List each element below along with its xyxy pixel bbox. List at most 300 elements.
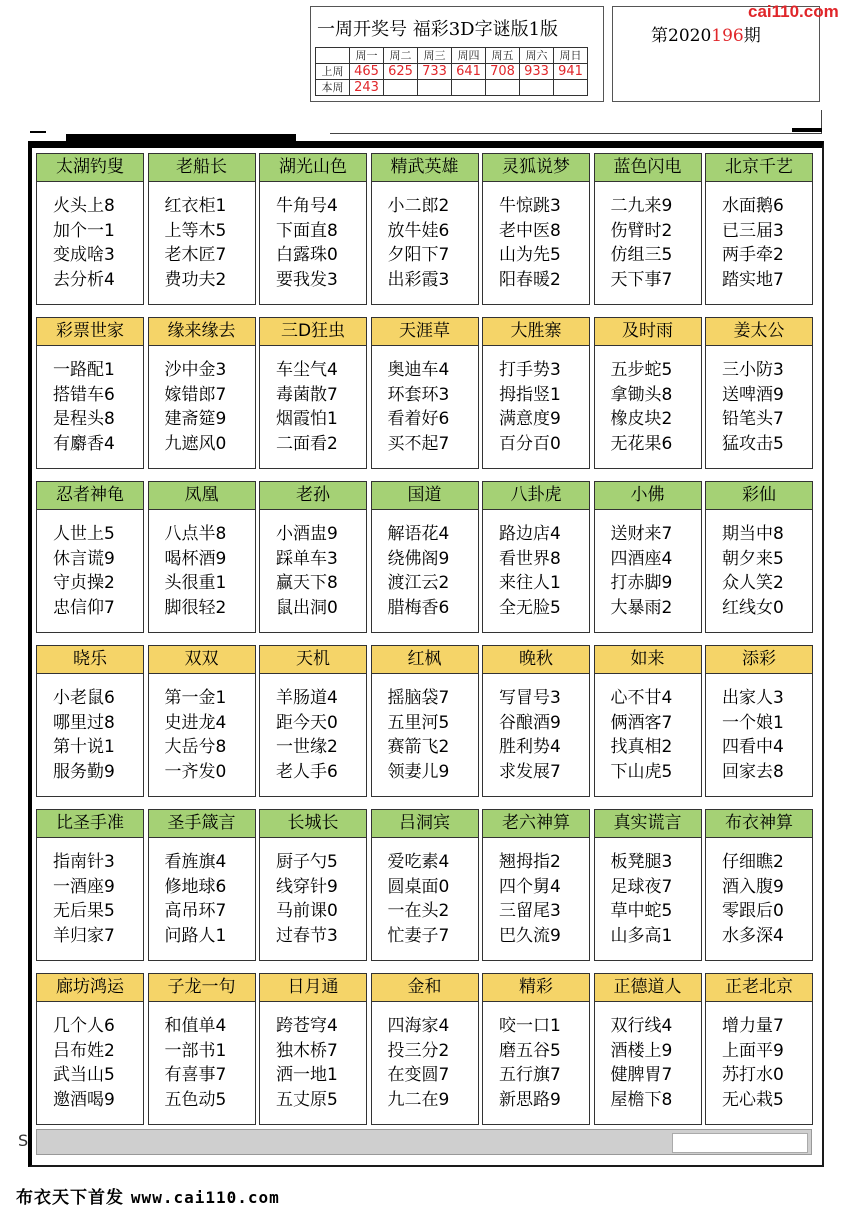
riddle-line: 领妻儿9 (387, 761, 450, 782)
riddle-line: 送啤酒9 (722, 384, 784, 405)
riddle-body (594, 344, 702, 469)
riddle-card (594, 153, 702, 305)
riddle-card (148, 317, 256, 469)
riddle-author: 日月通 (259, 973, 367, 1002)
draw-results-panel (310, 6, 604, 102)
riddle-line: 距今天0 (276, 712, 338, 733)
riddle-card (594, 317, 702, 469)
footer-text: 布衣天下首发 (16, 1188, 124, 1208)
riddle-line: 双行线4 (610, 1016, 673, 1036)
riddle-line: 看世界8 (499, 548, 561, 569)
riddle-card (148, 809, 256, 961)
day-header: 周五 (486, 48, 520, 64)
riddle-line: 下山虎5 (610, 761, 673, 782)
riddle-card (705, 317, 813, 469)
riddle-line: 和值单4 (164, 1016, 227, 1036)
riddle-line: 橡皮块2 (610, 409, 673, 429)
divider (792, 128, 822, 132)
last-week-number: 625 (384, 64, 418, 80)
riddle-line: 百分百0 (499, 433, 561, 454)
last-week-number: 733 (418, 64, 452, 80)
riddle-body (36, 344, 144, 469)
riddle-author: 凤凰 (148, 481, 256, 510)
riddle-line: 铅笔头7 (722, 409, 784, 429)
riddle-line: 求发展7 (499, 761, 561, 782)
riddle-line: 九二在9 (387, 1089, 450, 1110)
riddle-author: 长城长 (259, 809, 367, 838)
riddle-line: 九遮风0 (164, 433, 227, 454)
riddle-body (594, 180, 702, 305)
riddle-line: 羊肠道4 (276, 688, 338, 708)
riddle-line: 山为先5 (499, 245, 561, 265)
riddle-line: 建斋筵9 (164, 409, 227, 429)
riddle-line: 巴久流9 (499, 925, 561, 946)
riddle-line: 要我发3 (276, 269, 338, 290)
riddle-line: 全无脸5 (499, 597, 561, 618)
riddle-body (705, 672, 813, 797)
riddle-card (148, 973, 256, 1125)
riddle-line: 零跟后0 (722, 901, 784, 921)
riddle-card (36, 973, 144, 1125)
riddle-line: 一个娘1 (722, 712, 784, 733)
riddle-line: 忠信仰7 (53, 597, 115, 618)
riddle-line: 费功夫2 (164, 269, 227, 290)
riddle-line: 沙中金3 (164, 360, 227, 380)
riddle-line: 车尘气4 (276, 360, 338, 380)
riddle-body (371, 1000, 479, 1125)
riddle-line: 二面看2 (276, 433, 338, 454)
riddle-card (594, 809, 702, 961)
riddle-card (594, 973, 702, 1125)
last-week-number: 641 (452, 64, 486, 80)
riddle-author: 廊坊鸿运 (36, 973, 144, 1002)
riddle-line: 一酒座9 (53, 876, 115, 897)
this-week-number (384, 80, 418, 96)
riddle-line: 拇指竖1 (499, 384, 561, 405)
riddle-line: 红线女0 (722, 597, 784, 618)
riddle-line: 五步蛇5 (610, 360, 673, 380)
riddle-line: 渡江云2 (387, 573, 450, 593)
riddle-body (705, 180, 813, 305)
riddle-author: 灵狐说梦 (482, 153, 590, 182)
riddle-line: 四看中4 (722, 737, 784, 757)
riddle-line: 高吊环7 (164, 901, 227, 921)
last-week-number: 708 (486, 64, 520, 80)
riddle-body (371, 836, 479, 961)
last-week-number: 933 (520, 64, 554, 80)
riddle-body (482, 836, 590, 961)
day-header: 周一 (350, 48, 384, 64)
riddle-line: 猛攻击5 (722, 433, 784, 454)
footer (16, 1183, 280, 1208)
riddle-body (371, 672, 479, 797)
riddle-author: 精彩 (482, 973, 590, 1002)
riddle-body (371, 180, 479, 305)
riddle-body (148, 836, 256, 961)
riddle-body (259, 508, 367, 633)
riddle-line: 板凳腿3 (610, 852, 673, 872)
riddle-card (36, 317, 144, 469)
riddle-line: 奥迪车4 (387, 360, 450, 380)
riddle-author: 彩票世家 (36, 317, 144, 346)
riddle-line: 大岳兮8 (164, 737, 227, 757)
day-header: 周日 (554, 48, 588, 64)
riddle-line: 是程头8 (53, 409, 115, 429)
riddle-line: 天下事7 (610, 269, 673, 290)
riddle-line: 投三分2 (387, 1040, 450, 1061)
riddle-line: 俩酒客7 (610, 712, 673, 733)
riddle-line: 牛惊跳3 (499, 196, 561, 216)
riddle-body (594, 836, 702, 961)
this-week-number (486, 80, 520, 96)
riddle-body (36, 1000, 144, 1125)
last-week-number: 465 (350, 64, 384, 80)
riddle-line: 小二郎2 (387, 196, 450, 216)
riddle-body (259, 344, 367, 469)
riddle-card (371, 153, 479, 305)
riddle-author: 三D狂虫 (259, 317, 367, 346)
riddle-body (36, 672, 144, 797)
riddle-line: 打手势3 (499, 360, 561, 380)
last-week-number: 941 (554, 64, 588, 80)
issue-number (651, 21, 761, 46)
riddle-card (371, 317, 479, 469)
riddle-line: 三小防3 (722, 360, 784, 380)
riddle-line: 咬一口1 (499, 1016, 561, 1036)
riddle-line: 去分析4 (53, 269, 115, 290)
riddle-line: 一部书1 (164, 1040, 227, 1061)
riddle-line: 在变圆7 (387, 1065, 450, 1085)
riddle-line: 搭错车6 (53, 384, 115, 405)
page-title: 一周开奖号 福彩3D字谜版1版 (317, 19, 559, 40)
riddle-line: 两手牵2 (722, 245, 784, 265)
riddle-line: 吕布姓2 (53, 1040, 115, 1061)
riddle-line: 水多深4 (722, 925, 784, 946)
riddle-line: 胜利势4 (499, 737, 561, 757)
day-header: 周六 (520, 48, 554, 64)
riddle-line: 无后果5 (53, 901, 115, 921)
riddle-line: 路边店4 (499, 524, 561, 544)
riddle-card (148, 481, 256, 633)
riddle-line: 水面鹅6 (722, 196, 784, 216)
issue-suffix: 期 (743, 26, 761, 46)
riddle-card (148, 645, 256, 797)
riddle-body (482, 1000, 590, 1125)
riddle-line: 武当山5 (53, 1065, 115, 1085)
riddle-line: 一路配1 (53, 360, 115, 380)
riddle-author: 添彩 (705, 645, 813, 674)
riddle-line: 苏打水0 (722, 1065, 784, 1085)
riddle-line: 五行旗7 (499, 1065, 561, 1085)
this-week-number (418, 80, 452, 96)
divider (66, 134, 296, 141)
riddle-author: 国道 (371, 481, 479, 510)
riddle-card (594, 481, 702, 633)
riddle-line: 火头上8 (53, 196, 115, 216)
riddle-line: 五色动5 (164, 1089, 227, 1110)
riddle-body (482, 508, 590, 633)
riddle-line: 无花果6 (610, 433, 673, 454)
riddle-line: 小酒盅9 (276, 524, 338, 544)
riddle-line: 心不甘4 (610, 688, 673, 708)
this-week-label: 本周 (316, 80, 350, 96)
riddle-line: 赛箭飞2 (387, 737, 450, 757)
riddle-line: 烟霞怕1 (276, 409, 338, 429)
riddle-body (148, 344, 256, 469)
riddle-line: 一在头2 (387, 901, 450, 921)
riddle-line: 踏实地7 (722, 269, 784, 290)
riddle-line: 绕佛阁9 (387, 548, 450, 569)
riddle-author: 比圣手准 (36, 809, 144, 838)
riddle-line: 红衣柜1 (164, 196, 227, 216)
riddle-line: 休言谎9 (53, 548, 115, 569)
bottom-field (672, 1133, 808, 1153)
divider (30, 131, 46, 133)
day-header: 周二 (384, 48, 418, 64)
riddle-body (705, 508, 813, 633)
riddle-line: 草中蛇5 (610, 901, 673, 921)
riddle-body (482, 344, 590, 469)
riddle-card (482, 481, 590, 633)
riddle-body (594, 508, 702, 633)
site-logo[interactable]: cai110.com (748, 2, 839, 21)
riddle-line: 增力量7 (722, 1016, 784, 1036)
riddle-line: 圆桌面0 (387, 876, 450, 897)
riddle-card (36, 153, 144, 305)
riddle-line: 买不起7 (387, 433, 450, 454)
riddle-line: 厨子勺5 (276, 852, 338, 872)
riddle-author: 小佛 (594, 481, 702, 510)
riddle-body (705, 836, 813, 961)
riddle-line: 指南针3 (53, 852, 115, 872)
riddle-body (148, 672, 256, 797)
riddle-line: 上面平9 (722, 1040, 784, 1061)
riddle-line: 上等木5 (164, 220, 227, 241)
riddle-body (371, 508, 479, 633)
riddle-body (705, 344, 813, 469)
riddle-card (482, 317, 590, 469)
riddle-line: 过春节3 (276, 925, 338, 946)
riddle-line: 伤臂时2 (610, 220, 673, 241)
riddle-line: 回家去8 (722, 761, 784, 782)
riddle-line: 三留尾3 (499, 901, 561, 921)
riddle-body (705, 1000, 813, 1125)
riddle-author: 湖光山色 (259, 153, 367, 182)
riddle-line: 修地球6 (164, 876, 227, 897)
riddle-line: 出彩霞3 (387, 269, 450, 290)
day-header: 周四 (452, 48, 486, 64)
riddle-line: 送财来7 (610, 524, 673, 544)
riddle-line: 摇脑袋7 (387, 688, 450, 708)
riddle-line: 跨苍穹4 (276, 1016, 338, 1036)
riddle-body (259, 180, 367, 305)
riddle-line: 嫁错郎7 (164, 384, 227, 405)
riddle-line: 老中医8 (499, 220, 561, 241)
riddle-author: 真实谎言 (594, 809, 702, 838)
riddle-line: 足球夜7 (610, 876, 673, 897)
riddle-line: 四海家4 (387, 1016, 450, 1036)
riddle-line: 独木桥7 (276, 1040, 338, 1061)
riddle-card (482, 645, 590, 797)
riddle-author: 天涯草 (371, 317, 479, 346)
riddle-card (259, 481, 367, 633)
riddle-card (259, 317, 367, 469)
riddle-line: 山多高1 (610, 925, 673, 946)
riddle-author: 蓝色闪电 (594, 153, 702, 182)
issue-prefix: 第2020 (651, 26, 712, 46)
riddle-line: 邀酒喝9 (53, 1089, 115, 1110)
riddle-line: 踩单车3 (276, 548, 338, 569)
riddle-line: 谷酿酒9 (499, 712, 561, 733)
riddle-line: 洒一地1 (276, 1065, 338, 1085)
riddle-card (36, 481, 144, 633)
riddle-author: 正老北京 (705, 973, 813, 1002)
riddle-card (371, 481, 479, 633)
riddle-line: 有麝香4 (53, 433, 115, 454)
riddle-line: 加个一1 (53, 220, 115, 241)
riddle-body (371, 344, 479, 469)
riddle-card (148, 153, 256, 305)
riddle-line: 二九来9 (610, 196, 673, 216)
riddle-line: 喝杯酒9 (164, 548, 227, 569)
riddle-line: 仿组三5 (610, 245, 673, 265)
riddle-body (148, 180, 256, 305)
riddle-line: 健脾胃7 (610, 1065, 673, 1085)
riddle-line: 老木匠7 (164, 245, 227, 265)
riddle-card (705, 481, 813, 633)
riddle-line: 满意度9 (499, 409, 561, 429)
riddle-line: 放牛娃6 (387, 220, 450, 241)
issue-number-value: 196 (711, 26, 744, 46)
last-week-label: 上周 (316, 64, 350, 80)
riddle-line: 众人笑2 (722, 573, 784, 593)
riddle-line: 一世缘2 (276, 737, 338, 757)
riddle-body (36, 836, 144, 961)
riddle-line: 新思路9 (499, 1089, 561, 1110)
riddle-card (705, 645, 813, 797)
footer-url[interactable]: www.cai110.com (130, 1188, 280, 1207)
riddle-line: 哪里过8 (53, 712, 115, 733)
this-week-number: 243 (350, 80, 384, 96)
riddle-line: 鼠出洞0 (276, 597, 338, 618)
riddle-author: 老孙 (259, 481, 367, 510)
this-week-number (554, 80, 588, 96)
riddle-line: 小老鼠6 (53, 688, 115, 708)
riddle-author: 吕洞宾 (371, 809, 479, 838)
riddle-line: 八点半8 (164, 524, 227, 544)
riddle-author: 精武英雄 (371, 153, 479, 182)
this-week-number (520, 80, 554, 96)
riddle-line: 人世上5 (53, 524, 115, 544)
riddle-line: 羊归家7 (53, 925, 115, 946)
weekly-draw-table (315, 47, 588, 96)
riddle-line: 服务勤9 (53, 761, 115, 782)
riddle-author: 大胜寨 (482, 317, 590, 346)
riddle-line: 变成啥3 (53, 245, 115, 265)
riddle-body (594, 672, 702, 797)
day-header: 周三 (418, 48, 452, 64)
riddle-line: 打赤脚9 (610, 573, 673, 593)
divider (330, 110, 822, 134)
riddle-author: 如来 (594, 645, 702, 674)
riddle-card (259, 645, 367, 797)
riddle-card (482, 973, 590, 1125)
riddle-line: 脚很轻2 (164, 597, 227, 618)
this-week-number (452, 80, 486, 96)
riddle-line: 第十说1 (53, 737, 115, 757)
riddle-card (482, 809, 590, 961)
riddle-line: 环套环3 (387, 384, 450, 405)
riddle-body (148, 1000, 256, 1125)
riddle-line: 解语花4 (387, 524, 450, 544)
riddle-line: 磨五谷5 (499, 1040, 561, 1061)
riddle-body (148, 508, 256, 633)
riddle-author: 八卦虎 (482, 481, 590, 510)
riddle-body (259, 672, 367, 797)
riddle-line: 夕阳下7 (387, 245, 450, 265)
riddle-line: 守贞操2 (53, 573, 115, 593)
riddle-line: 五里河5 (387, 712, 450, 733)
riddle-line: 来往人1 (499, 573, 561, 593)
riddle-author: 老六神算 (482, 809, 590, 838)
riddle-line: 老人手6 (276, 761, 338, 782)
riddle-author: 姜太公 (705, 317, 813, 346)
riddle-line: 第一金1 (164, 688, 227, 708)
riddle-line: 白露珠0 (276, 245, 338, 265)
riddle-line: 找真相2 (610, 737, 673, 757)
riddle-line: 牛角号4 (276, 196, 338, 216)
riddle-author: 正德道人 (594, 973, 702, 1002)
riddle-line: 头很重1 (164, 573, 227, 593)
riddle-author: 老船长 (148, 153, 256, 182)
riddle-author: 布衣神算 (705, 809, 813, 838)
riddle-line: 看着好6 (387, 409, 450, 429)
riddle-line: 线穿针9 (276, 876, 338, 897)
riddle-author: 双双 (148, 645, 256, 674)
riddle-line: 仔细瞧2 (722, 852, 784, 872)
riddle-author: 太湖钓叟 (36, 153, 144, 182)
riddle-author: 缘来缘去 (148, 317, 256, 346)
bottom-mark: S (18, 1131, 29, 1150)
riddle-line: 酒入腹9 (722, 876, 784, 897)
riddle-line: 赢天下8 (276, 573, 338, 593)
riddle-body (482, 672, 590, 797)
riddle-author: 晓乐 (36, 645, 144, 674)
riddle-line: 无心栽5 (722, 1089, 784, 1110)
riddle-line: 史进龙4 (164, 712, 227, 733)
riddle-author: 红枫 (371, 645, 479, 674)
riddle-card (705, 809, 813, 961)
corner-cell (316, 48, 350, 64)
riddle-line: 腊梅香6 (387, 597, 450, 618)
riddle-card (371, 645, 479, 797)
riddle-card (36, 809, 144, 961)
riddle-card (259, 973, 367, 1125)
riddle-line: 翘拇指2 (499, 852, 561, 872)
riddle-line: 出家人3 (722, 688, 784, 708)
riddle-line: 爱吃素4 (387, 852, 450, 872)
riddle-line: 忙妻子7 (387, 925, 450, 946)
riddle-line: 五丈原5 (276, 1089, 338, 1110)
riddle-line: 大暴雨2 (610, 597, 673, 618)
riddle-body (482, 180, 590, 305)
riddle-line: 写冒号3 (499, 688, 561, 708)
riddle-line: 阳春暖2 (499, 269, 561, 290)
riddle-body (36, 180, 144, 305)
riddle-body (594, 1000, 702, 1125)
riddle-card (259, 809, 367, 961)
riddle-line: 几个人6 (53, 1016, 115, 1036)
